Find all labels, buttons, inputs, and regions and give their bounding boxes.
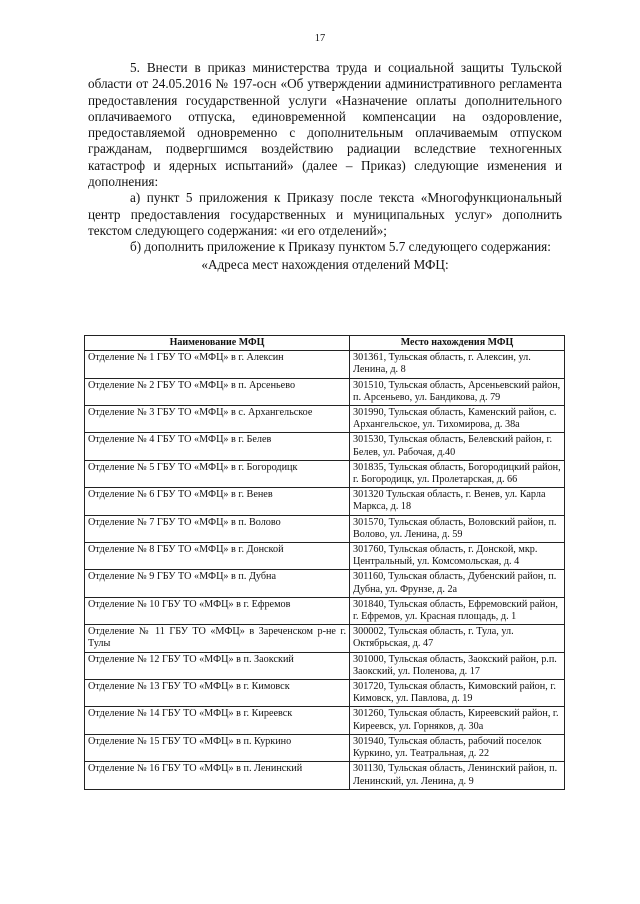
table-row [85,378,565,405]
mfc-address-cell: 301361, Тульская область, г. Алексин, ул. Ленина, д. 8 [350,351,565,378]
mfc-name-cell: Отделение № 10 ГБУ ТО «МФЦ» в г. Ефремов [85,597,350,624]
mfc-name-cell: Отделение № 13 ГБУ ТО «МФЦ» в г. Кимовск [85,680,350,707]
table-row [85,734,565,761]
mfc-address-cell: 301160, Тульская область, Дубенский район, п. Дубна, ул. Фрунзе, д. 2а [350,570,565,597]
paragraph-order-amendment: 5. Внести в приказ министерства труда и социальной защиты Тульской области от 24.05.2016 № 197-осн «Об утверждении административного регламента предоставления государственной услуги «Назначение оплаты дополнительного оплачиваемого отпуска, единовременной компенсации на оздоровление, предоставляемой одновременно с дополнительным оплачиваемым отпуском гражданам, подвергшимся воздействию радиации вследствие техногенных катастроф и ядерных испытаний» (далее – Приказ) следующие изменения и дополнения: [88,60,562,190]
mfc-name-cell: Отделение № 9 ГБУ ТО «МФЦ» в п. Дубна [85,570,350,597]
table-row [85,543,565,570]
mfc-address-cell: 301260, Тульская область, Киреевский район, г. Киреевск, ул. Горняков, д. 30а [350,707,565,734]
mfc-address-cell: 301835, Тульская область, Богородицкий район, г. Богородицк, ул. Пролетарская, д. 66 [350,460,565,487]
mfc-name-cell: Отделение № 8 ГБУ ТО «МФЦ» в г. Донской [85,543,350,570]
column-header-address: Место нахождения МФЦ [350,336,565,351]
mfc-name-cell: Отделение № 11 ГБУ ТО «МФЦ» в Зареченском р-не г. Тулы [85,625,350,652]
mfc-address-cell: 301840, Тульская область, Ефремовский район, г. Ефремов, ул. Красная площадь, д. 1 [350,597,565,624]
table-row [85,680,565,707]
table-row [85,488,565,515]
table-caption: «Адреса мест нахождения отделений МФЦ: [201,256,449,272]
mfc-name-cell: Отделение № 2 ГБУ ТО «МФЦ» в п. Арсеньево [85,378,350,405]
table-row [85,652,565,679]
mfc-name-cell: Отделение № 14 ГБУ ТО «МФЦ» в г. Киреевск [85,707,350,734]
mfc-name-cell: Отделение № 7 ГБУ ТО «МФЦ» в п. Волово [85,515,350,542]
paragraph-item-b: б) дополнить приложение к Приказу пунктом 5.7 следующего содержания: [130,239,551,255]
mfc-addresses-table [84,335,565,790]
table-header-row [85,336,565,351]
mfc-name-cell: Отделение № 6 ГБУ ТО «МФЦ» в г. Венев [85,488,350,515]
table-row [85,570,565,597]
mfc-address-cell: 300002, Тульская область, г. Тула, ул. Октябрьская, д. 47 [350,625,565,652]
table-row [85,762,565,789]
mfc-name-cell: Отделение № 4 ГБУ ТО «МФЦ» в г. Белев [85,433,350,460]
table-row [85,597,565,624]
table-row [85,406,565,433]
column-header-name: Наименование МФЦ [85,336,350,351]
mfc-name-cell: Отделение № 12 ГБУ ТО «МФЦ» в п. Заокский [85,652,350,679]
mfc-name-cell: Отделение № 1 ГБУ ТО «МФЦ» в г. Алексин [85,351,350,378]
table-row [85,515,565,542]
mfc-address-cell: 301940, Тульская область, рабочий поселок Куркино, ул. Театральная, д. 22 [350,734,565,761]
mfc-address-cell: 301130, Тульская область, Ленинский район, п. Ленинский, ул. Ленина, д. 9 [350,762,565,789]
mfc-name-cell: Отделение № 5 ГБУ ТО «МФЦ» в г. Богородицк [85,460,350,487]
mfc-address-cell: 301530, Тульская область, Белевский район, г. Белев, ул. Рабочая, д.40 [350,433,565,460]
mfc-address-cell: 301720, Тульская область, Кимовский район, г. Кимовск, ул. Павлова, д. 19 [350,680,565,707]
mfc-address-cell: 301510, Тульская область, Арсеньевский район, п. Арсеньево, ул. Бандикова, д. 79 [350,378,565,405]
table-body [85,351,565,790]
mfc-address-cell: 301760, Тульская область, г. Донской, мкр. Центральный, ул. Комсомольская, д. 4 [350,543,565,570]
table-row [85,351,565,378]
mfc-name-cell: Отделение № 3 ГБУ ТО «МФЦ» в с. Архангельское [85,406,350,433]
page-number: 17 [314,33,326,44]
paragraph-item-a: а) пункт 5 приложения к Приказу после текста «Многофункциональный центр предоставления государственных и муниципальных услуг» дополнить текстом следующего содержания: «и его отделений»; [88,190,562,238]
table-row [85,460,565,487]
table-row [85,707,565,734]
mfc-address-cell: 301990, Тульская область, Каменский район, с. Архангельское, ул. Тихомирова, д. 38а [350,406,565,433]
mfc-address-cell: 301570, Тульская область, Воловский район, п. Волово, ул. Ленина, д. 59 [350,515,565,542]
table-row [85,433,565,460]
mfc-name-cell: Отделение № 16 ГБУ ТО «МФЦ» в п. Ленинский [85,762,350,789]
mfc-address-cell: 301000, Тульская область, Заокский район, р.п. Заокский, ул. Поленова, д. 17 [350,652,565,679]
mfc-address-cell: 301320 Тульская область, г. Венев, ул. Карла Маркса, д. 18 [350,488,565,515]
mfc-name-cell: Отделение № 15 ГБУ ТО «МФЦ» в п. Куркино [85,734,350,761]
table-row [85,625,565,652]
document-body [88,60,562,273]
